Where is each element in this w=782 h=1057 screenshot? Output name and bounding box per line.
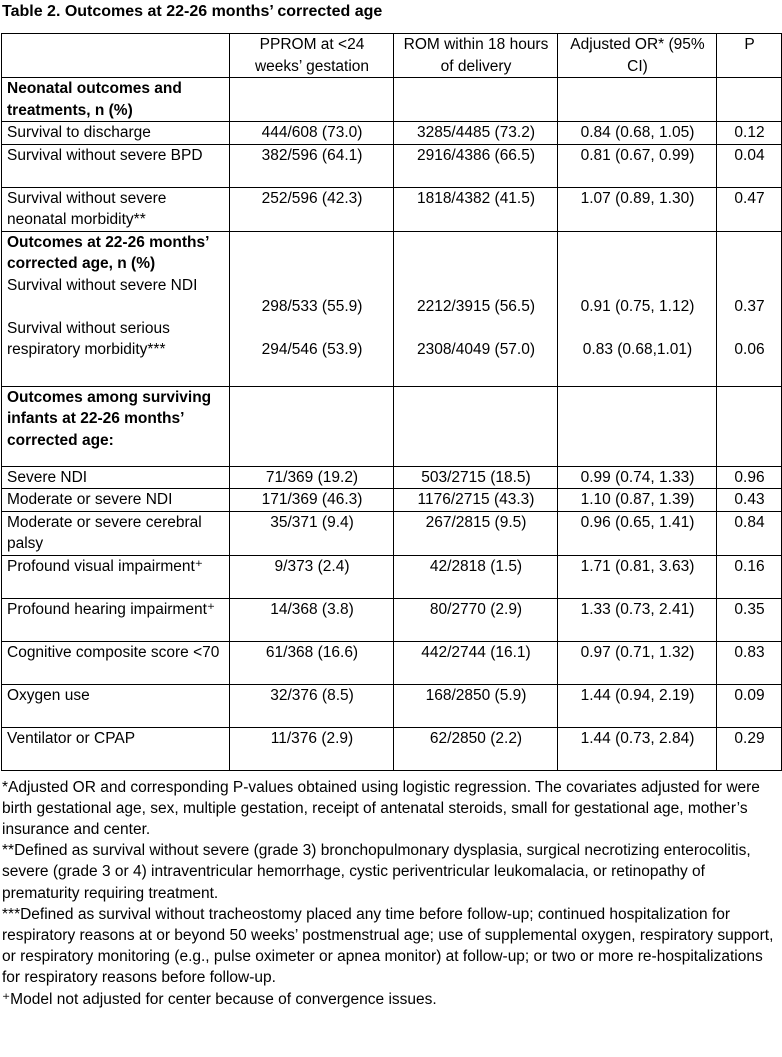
cell-pprom: 14/368 (3.8) bbox=[230, 598, 394, 641]
cell-pprom: 298/533 (55.9) bbox=[261, 298, 363, 315]
cell-adjusted-or: 0.99 (0.74, 1.33) bbox=[558, 466, 717, 489]
cell-pprom: 252/596 (42.3) bbox=[230, 187, 394, 231]
cell-adjusted-or: 0.91 (0.75, 1.12) bbox=[580, 298, 695, 315]
cell-p-value: 0.37 bbox=[734, 298, 765, 315]
row-label: Profound visual impairment⁺ bbox=[2, 555, 230, 598]
table-row bbox=[2, 511, 782, 555]
cell-p-value: 0.96 bbox=[717, 466, 782, 489]
cell-pprom: 11/376 (2.9) bbox=[230, 727, 394, 770]
cell-p-value: 0.04 bbox=[717, 144, 782, 187]
cell-rom: 267/2815 (9.5) bbox=[394, 511, 558, 555]
table-row bbox=[2, 187, 782, 231]
header-cell-rom: ROM within 18 hours of delivery bbox=[394, 34, 558, 78]
cell-adjusted-or: 1.71 (0.81, 3.63) bbox=[558, 555, 717, 598]
section-label-neonatal: Neonatal outcomes and treatments, n (%) bbox=[2, 78, 230, 122]
section-row-neonatal bbox=[2, 78, 782, 122]
cell-pprom: 294/546 (53.9) bbox=[261, 341, 363, 358]
cell-p-value: 0.83 bbox=[717, 641, 782, 684]
cell-adjusted-or: 0.83 (0.68,1.01) bbox=[582, 341, 693, 358]
cell-p-value: 0.35 bbox=[717, 598, 782, 641]
section-label-outcomes-2226: Outcomes at 22-26 months’ corrected age, n (%) bbox=[7, 233, 209, 272]
table-row bbox=[2, 144, 782, 187]
section-label-surviving: Outcomes among surviving infants at 22-26 months’ corrected age: bbox=[2, 386, 230, 466]
row-label: Survival without severe NDI bbox=[7, 276, 198, 294]
cell-rom: 42/2818 (1.5) bbox=[394, 555, 558, 598]
cell-rom: 80/2770 (2.9) bbox=[394, 598, 558, 641]
cell-rom: 2916/4386 (66.5) bbox=[394, 144, 558, 187]
cell-rom: 168/2850 (5.9) bbox=[394, 684, 558, 727]
cell-p-value: 0.47 bbox=[717, 187, 782, 231]
cell-p-value: 0.43 bbox=[717, 489, 782, 512]
table-row bbox=[2, 598, 782, 641]
cell-p-value: 0.29 bbox=[717, 727, 782, 770]
cell-rom: 1176/2715 (43.3) bbox=[394, 489, 558, 512]
cell-pprom: 171/369 (46.3) bbox=[230, 489, 394, 512]
block-adjusted-or bbox=[558, 231, 717, 386]
footnote-convergence: ⁺Model not adjusted for center because of convergence issues. bbox=[2, 990, 437, 1008]
table-row bbox=[2, 489, 782, 512]
table-row bbox=[2, 641, 782, 684]
cell-adjusted-or: 1.10 (0.87, 1.39) bbox=[558, 489, 717, 512]
footnote-neonatal-morbidity: **Defined as survival without severe (grade 3) bronchopulmonary dysplasia, surgical necrotizing enterocolitis, severe (grade 3 or 4) intraventricular hemorrhage, cystic periventricular leukomalacia, or retinopathy of prematurity requiring treatment. bbox=[2, 842, 751, 902]
document-page bbox=[0, 1, 782, 1057]
block-pprom bbox=[230, 231, 394, 386]
footnote-adjusted-or: *Adjusted OR and corresponding P-values obtained using logistic regression. The covariates adjusted for were birth gestational age, sex, multiple gestation, receipt of antenatal steroids, small for gestational age, mother’s insurance and center. bbox=[2, 778, 760, 838]
header-cell-pprom: PPROM at <24 weeks’ gestation bbox=[230, 34, 394, 78]
cell-rom: 3285/4485 (73.2) bbox=[394, 122, 558, 145]
table-row bbox=[2, 466, 782, 489]
section-block-outcomes-2226 bbox=[2, 231, 782, 386]
footnote-respiratory-morbidity: ***Defined as survival without tracheostomy placed any time before follow-up; continued hospitalization for respiratory reasons at or beyond 50 weeks’ postmenstrual age; use of supplemental oxygen, respiratory support, or respiratory monitoring (e.g., pulse oximeter or apnea monitor) at follow-up; or two or more re-hospitalizations for respiratory reasons before follow-up. bbox=[2, 905, 774, 987]
cell-rom: 442/2744 (16.1) bbox=[394, 641, 558, 684]
row-label: Survival without severe BPD bbox=[2, 144, 230, 187]
cell-pprom: 382/596 (64.1) bbox=[230, 144, 394, 187]
table-row bbox=[2, 122, 782, 145]
row-label: Severe NDI bbox=[2, 466, 230, 489]
cell-p-value: 0.09 bbox=[717, 684, 782, 727]
cell-pprom: 35/371 (9.4) bbox=[230, 511, 394, 555]
row-label: Ventilator or CPAP bbox=[2, 727, 230, 770]
section-row-surviving bbox=[2, 386, 782, 466]
cell-rom: 2212/3915 (56.5) bbox=[416, 298, 536, 315]
cell-adjusted-or: 0.97 (0.71, 1.32) bbox=[558, 641, 717, 684]
outcomes-table bbox=[1, 33, 782, 771]
cell-pprom: 32/376 (8.5) bbox=[230, 684, 394, 727]
table-header-row bbox=[2, 34, 782, 78]
cell-pprom: 9/373 (2.4) bbox=[230, 555, 394, 598]
cell-p-value: 0.12 bbox=[717, 122, 782, 145]
cell-adjusted-or: 1.44 (0.94, 2.19) bbox=[558, 684, 717, 727]
table-row bbox=[2, 727, 782, 770]
header-cell-p: P bbox=[717, 34, 782, 78]
cell-adjusted-or: 1.33 (0.73, 2.41) bbox=[558, 598, 717, 641]
cell-pprom: 71/369 (19.2) bbox=[230, 466, 394, 489]
cell-adjusted-or: 1.07 (0.89, 1.30) bbox=[558, 187, 717, 231]
cell-adjusted-or: 1.44 (0.73, 2.84) bbox=[558, 727, 717, 770]
row-label: Moderate or severe NDI bbox=[2, 489, 230, 512]
block-rom bbox=[394, 231, 558, 386]
row-label: Survival to discharge bbox=[2, 122, 230, 145]
cell-pprom: 444/608 (73.0) bbox=[230, 122, 394, 145]
row-label: Oxygen use bbox=[2, 684, 230, 727]
block-labels bbox=[2, 231, 230, 386]
header-cell-blank bbox=[2, 34, 230, 78]
cell-pprom: 61/368 (16.6) bbox=[230, 641, 394, 684]
header-cell-adjusted-or: Adjusted OR* (95% CI) bbox=[558, 34, 717, 78]
cell-adjusted-or: 0.84 (0.68, 1.05) bbox=[558, 122, 717, 145]
cell-rom: 503/2715 (18.5) bbox=[394, 466, 558, 489]
row-label: Survival without severe neonatal morbidity** bbox=[2, 187, 230, 231]
cell-adjusted-or: 0.96 (0.65, 1.41) bbox=[558, 511, 717, 555]
row-label: Survival without serious respiratory morbidity*** bbox=[7, 319, 170, 358]
footnotes bbox=[2, 777, 782, 1010]
row-label: Cognitive composite score <70 bbox=[2, 641, 230, 684]
row-label: Profound hearing impairment⁺ bbox=[2, 598, 230, 641]
cell-rom: 2308/4049 (57.0) bbox=[416, 341, 536, 358]
cell-adjusted-or: 0.81 (0.67, 0.99) bbox=[558, 144, 717, 187]
cell-rom: 62/2850 (2.2) bbox=[394, 727, 558, 770]
cell-p-value: 0.84 bbox=[717, 511, 782, 555]
table-row bbox=[2, 555, 782, 598]
block-p-value bbox=[717, 231, 782, 386]
row-label: Moderate or severe cerebral palsy bbox=[2, 511, 230, 555]
cell-p-value: 0.16 bbox=[717, 555, 782, 598]
table-title: Table 2. Outcomes at 22-26 months’ corrected age bbox=[2, 3, 383, 20]
cell-rom: 1818/4382 (41.5) bbox=[394, 187, 558, 231]
cell-p-value: 0.06 bbox=[734, 341, 765, 358]
table-row bbox=[2, 684, 782, 727]
